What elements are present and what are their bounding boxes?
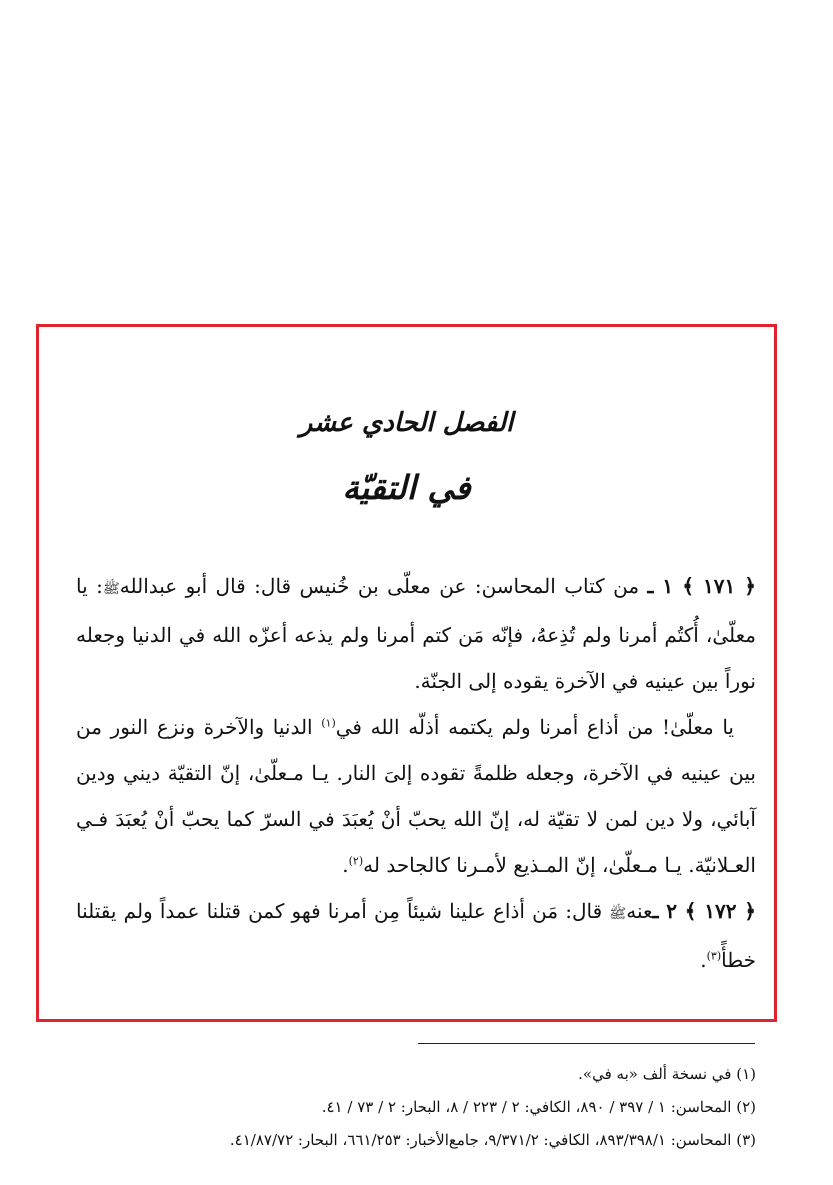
hadith-text: قال: مَن أذاع علينا شيئاً مِن أمرنا فهو كمن قتلنا عمداً ولم يقتلنا خطأً <box>76 899 756 972</box>
hadith-text: عنه <box>626 899 653 923</box>
chapter-title: الفصل الحادي عشر <box>299 408 514 438</box>
footnote-1: (١) في نسخة ألف «به في». <box>578 1065 756 1083</box>
hadith-text: يا معلّىٰ! من أذاع أمرنا ولم يكتمه أذلّه الله في <box>335 715 735 739</box>
footnote-3: (٣) المحاسن: ٨٩٣/٣٩٨/١، الكافي: ٩/٣٧١/٢، جامع‌الأخبار: ٦٦١/٢٥٣، البحار: ٤١/٨٧/٧٢. <box>229 1131 756 1149</box>
hadith-text: . <box>342 853 349 877</box>
footnote-divider <box>418 1043 755 1044</box>
hadith-text: : يا معلّىٰ، أُكتُم أمرنا ولم تُذِعهُ، فإنّه مَن كتم أمرنا ولم يذعه أعزّه الله في الدنيا وجعله نوراً بين عينيه في الآخرة يقوده إلى الجنّة. <box>76 574 756 693</box>
hadith-172 <box>76 888 756 983</box>
chapter-subtitle: في التقيّة <box>342 468 471 507</box>
hadith-text: من كتاب المحاسن: عن معلّى بن خُنيس قال: قال أبو عبدالله <box>119 574 640 598</box>
pbuh-symbol: ﷺ <box>609 906 627 922</box>
footnote-2: (٢) المحاسن: ١ / ٣٩٧ / ٨٩٠، الكافي: ٢ / ٢٢٣ / ٨، البحار: ٢ / ٧٣ / ٤١. <box>321 1098 756 1116</box>
footnote-ref-2[interactable]: (٢) <box>348 854 364 868</box>
hadith-text: . <box>700 948 707 972</box>
footnotes <box>60 1058 756 1157</box>
footnote-ref-1[interactable]: (١) <box>321 716 336 730</box>
hadith-number: ﴿ ١٧٢ ﴾ ٢ ـ <box>652 899 757 923</box>
hadith-171 <box>76 563 756 704</box>
hadith-171-paragraph-2 <box>76 704 756 888</box>
hadith-text: الدنيا والآخرة ونزع النور من بين عينيه في الآخرة، وجعله ظلمةً تقوده إلىَ النار. يـا مـعلّىٰ، إنّ التقيّة ديني ودين آبائي، ولا دين لمن لا تقيّة له، إنّ الله يحبّ أنْ يُعبَدَ في السرّ كما يحبّ أنْ يُعبَدَ فـي العـلانيّة. يـا مـعلّىٰ، إنّ المـذيع لأمـرنا كالجاحد له <box>76 715 756 877</box>
pbuh-symbol: ﷺ <box>102 581 120 597</box>
footnote-ref-3[interactable]: (٣) <box>706 949 722 963</box>
body-text <box>76 563 756 983</box>
hadith-number: ﴿ ١٧١ ﴾ ١ ـ <box>647 574 756 598</box>
